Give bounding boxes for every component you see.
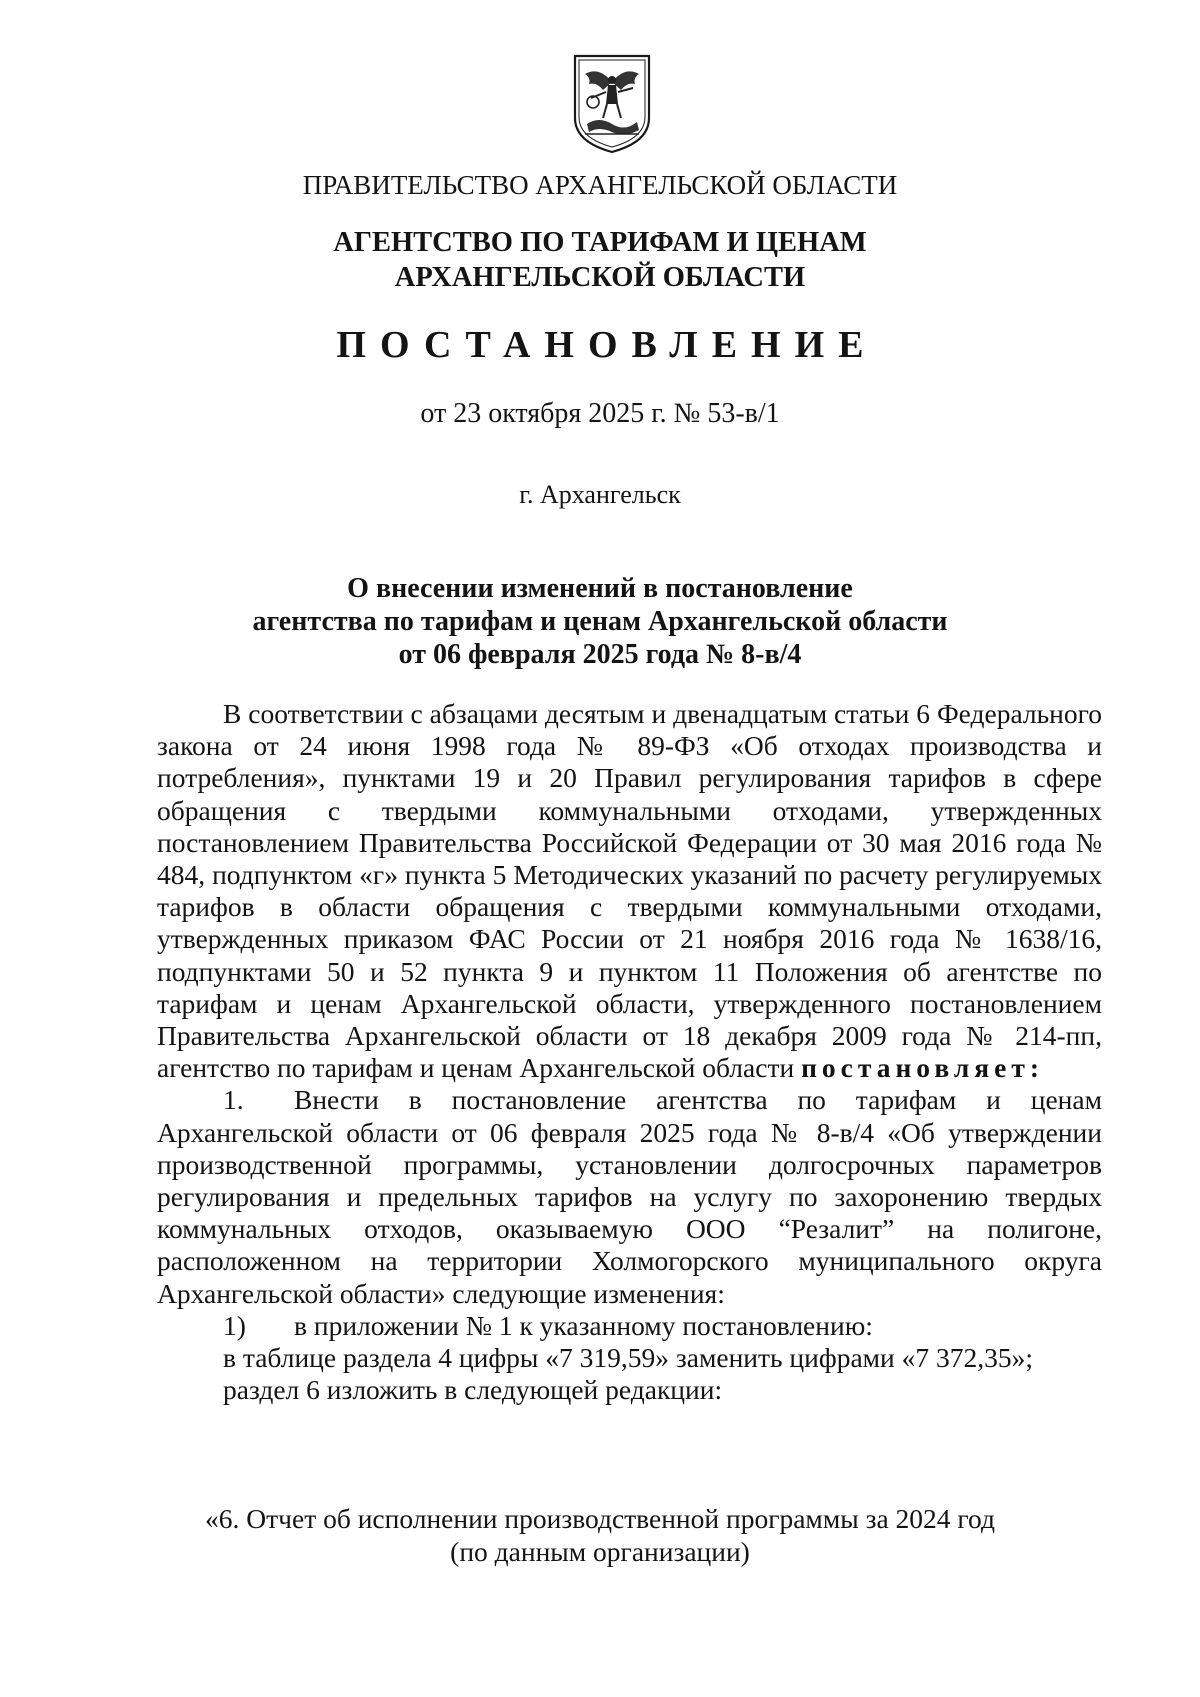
document-body bbox=[157, 698, 1102, 1406]
subitem-1-text: в приложении № 1 к указанному постановлению: bbox=[294, 1309, 873, 1341]
item-1-number: 1. bbox=[223, 1084, 244, 1116]
item-1-paragraph bbox=[157, 1084, 1102, 1309]
agency-name-line1: АГЕНТСТВО ПО ТАРИФАМ И ЦЕНАМ bbox=[333, 227, 867, 258]
document-date-number: от 23 октября 2025 г. № 53-в/1 bbox=[420, 398, 780, 429]
coat-of-arms-icon bbox=[569, 52, 655, 156]
item-1-text: Внести в постановление агентства по тарифам и ценам Архангельской области от 06 февраля 2025 года № 8-в/4 «Об утверждении производственной программы, установлении долгосрочных параметров регулирования и предельных тарифов на услугу по захоронению твердых коммунальных отходов, оказываемую ООО “Резалит” на полигоне, расположенном на территории Холмогорского муниципального округа Архангельской области» следующие изменения: bbox=[157, 1084, 1102, 1309]
preamble-paragraph bbox=[157, 698, 1102, 1084]
decree-word: постановляет: bbox=[801, 1052, 1045, 1084]
change-2: раздел 6 изложить в следующей редакции: bbox=[223, 1374, 723, 1406]
section-6-title-line1: «6. Отчет об исполнении производственной программы за 2024 год bbox=[205, 1503, 995, 1534]
document-type: ПОСТАНОВЛЕНИЕ bbox=[336, 324, 878, 366]
subitem-1 bbox=[157, 1310, 1102, 1342]
preamble-text: В соответствии с абзацами десятым и двенадцатым статьи 6 Федерального закона от 24 июня 1998 года № 89-ФЗ «Об отходах производства и потребления», пунктами 19 и 20 Правил регулирования тарифов в сфере обращения с твердыми коммунальными отходами, утвержденных постановлением Правительства Российской Федерации от 30 мая 2016 года № 484, подпунктом «г» пункта 5 Методических указаний по расчету регулируемых тарифов в области обращения с твердыми коммунальными отходами, утвержденных приказом ФАС России от 21 ноября 2016 года № 1638/16, подпунктами 50 и 52 пункта 9 и пунктом 11 Положения об агентстве по тарифам и ценам Архангельской области, утвержденного постановлением Правительства Архангельской области от 18 декабря 2009 года № 214-пп, агентство по тарифам и ценам Архангельской области bbox=[157, 698, 1102, 1084]
subject-line3: от 06 февраля 2025 года № 8-в/4 bbox=[398, 639, 802, 670]
government-name: ПРАВИТЕЛЬСТВО АРХАНГЕЛЬСКОЙ ОБЛАСТИ bbox=[302, 170, 898, 200]
agency-name-line2: АРХАНГЕЛЬСКОЙ ОБЛАСТИ bbox=[394, 262, 806, 293]
subitem-1-number: 1) bbox=[223, 1309, 246, 1341]
section-6-title-line2: (по данным организации) bbox=[450, 1536, 750, 1567]
subject-line2: агентства по тарифам и ценам Архангельской области bbox=[252, 606, 948, 637]
subject-line1: О внесении изменений в постановление bbox=[347, 573, 853, 604]
change-1: в таблице раздела 4 цифры «7 319,59» заменить цифрами «7 372,35»; bbox=[223, 1342, 1034, 1374]
document-city: г. Архангельск bbox=[519, 480, 681, 509]
